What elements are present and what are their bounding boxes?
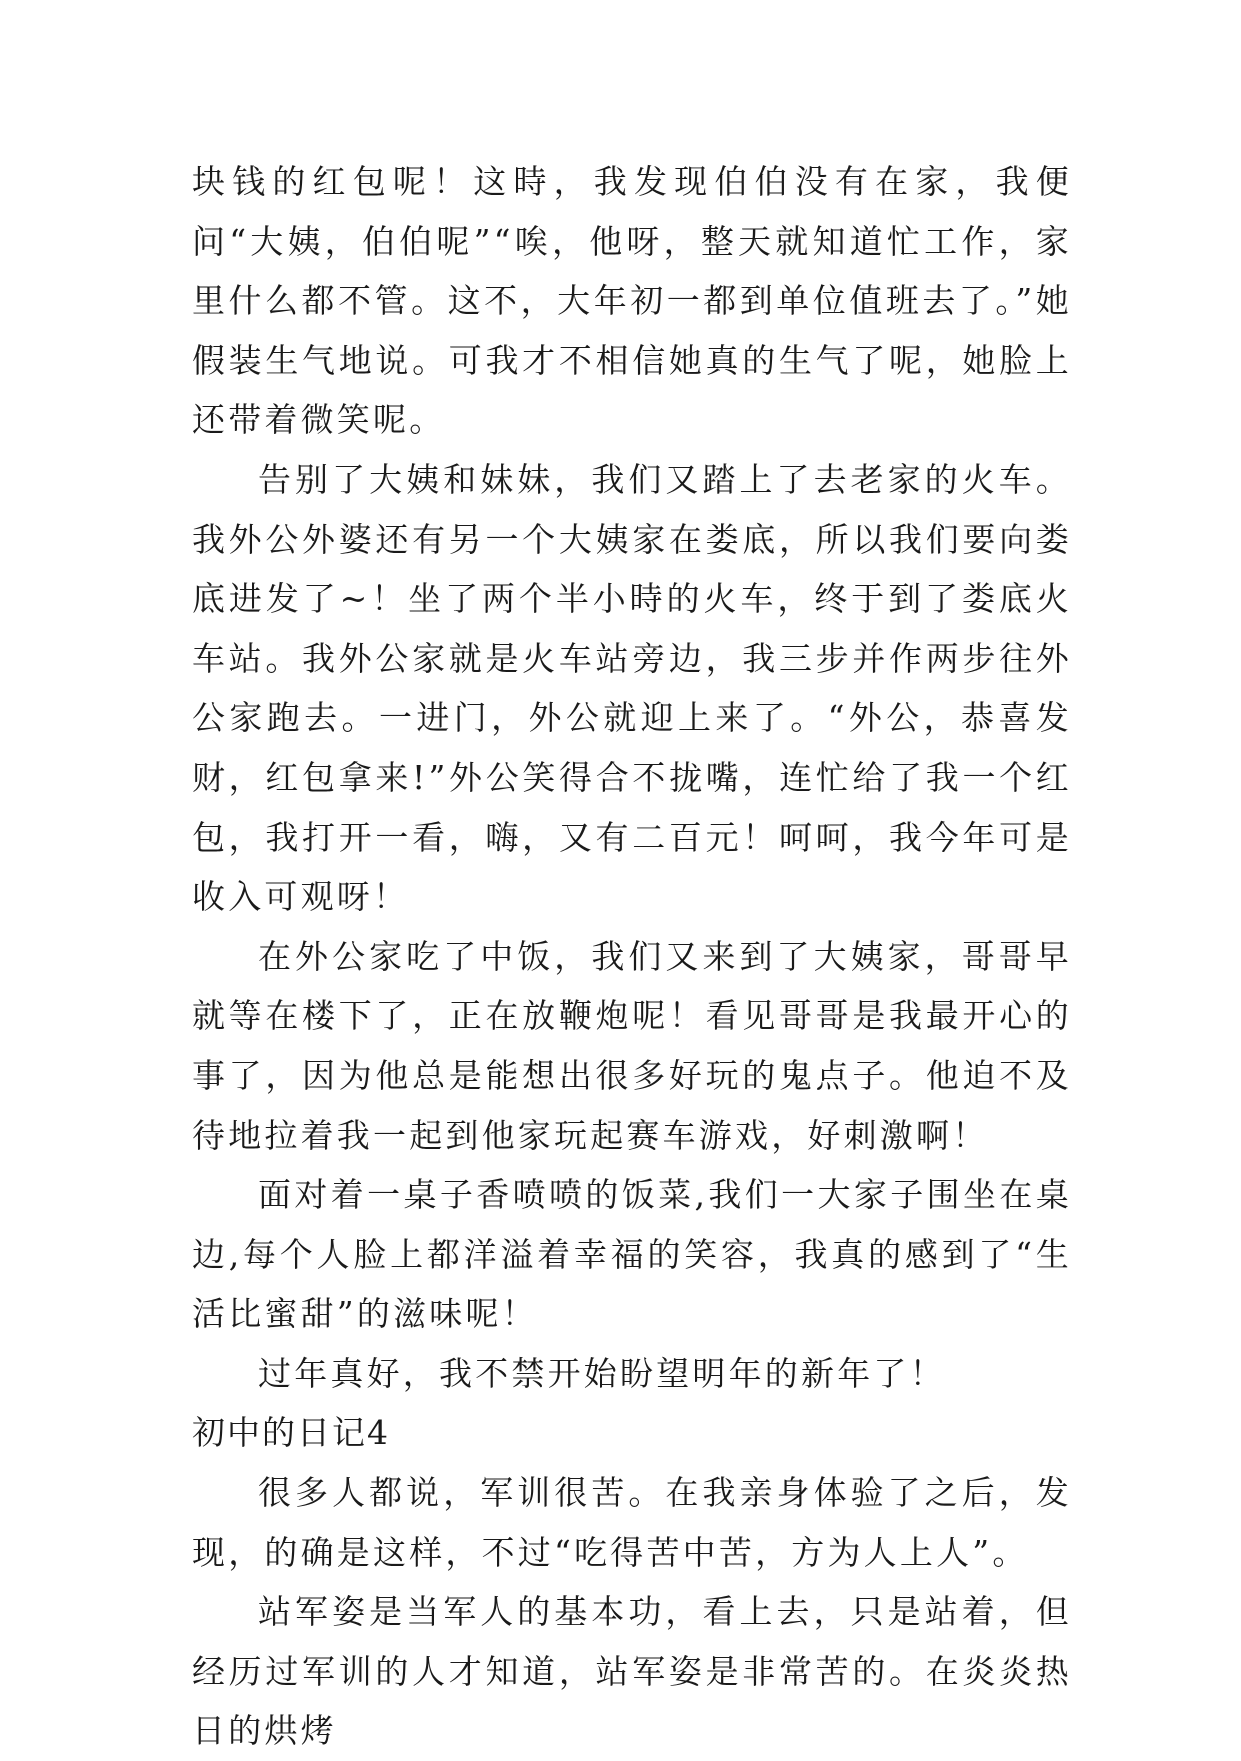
paragraph: 很多人都说，军训很苦。在我亲身体验了之后，发现，的确是这样，不过“吃得苦中苦，方为人上人”。 bbox=[192, 1473, 1072, 1572]
paragraph: 告别了大姨和妹妹，我们又踏上了去老家的火车。我外公外婆还有另一个大姨家在娄底，所以我们要向娄底进发了~！坐了两个半小時的火车，终于到了娄底火车站。我外公家就是火车站旁边，我三步并作两步往外公家跑去。一进门，外公就迎上来了。“外公，恭喜发财，红包拿来!”外公笑得合不拢嘴，连忙给了我一个红包，我打开一看，嗨，又有二百元！呵呵，我今年可是收入可观呀！ bbox=[192, 459, 1072, 917]
paragraph: 站军姿是当军人的基本功，看上去，只是站着，但经历过军训的人才知道，站军姿是非常苦的。在炎炎热日的烘烤 bbox=[192, 1592, 1072, 1751]
paragraph-continued: 块钱的红包呢！这時，我发现伯伯没有在家，我便问“大姨，伯伯呢”“唉，他呀，整天就知道忙工作，家里什么都不管。这不，大年初一都到单位值班去了。”她假装生气地说。可我才不相信她真的生气了呢，她脸上还带着微笑呢。 bbox=[192, 162, 1072, 440]
section-heading: 初中的日记4 bbox=[192, 1413, 390, 1453]
document-body bbox=[192, 152, 1072, 1761]
paragraph: 面对着一桌子香喷喷的饭菜,我们一大家子围坐在桌边,每个人脸上都洋溢着幸福的笑容，我真的感到了“生活比蜜甜”的滋味呢！ bbox=[192, 1175, 1072, 1334]
paragraph: 过年真好，我不禁开始盼望明年的新年了！ bbox=[258, 1353, 946, 1393]
paragraph: 在外公家吃了中饭，我们又来到了大姨家，哥哥早就等在楼下了，正在放鞭炮呢！看见哥哥是我最开心的事了，因为他总是能想出很多好玩的鬼点子。他迫不及待地拉着我一起到他家玩起赛车游戏，好刺激啊！ bbox=[192, 936, 1072, 1155]
